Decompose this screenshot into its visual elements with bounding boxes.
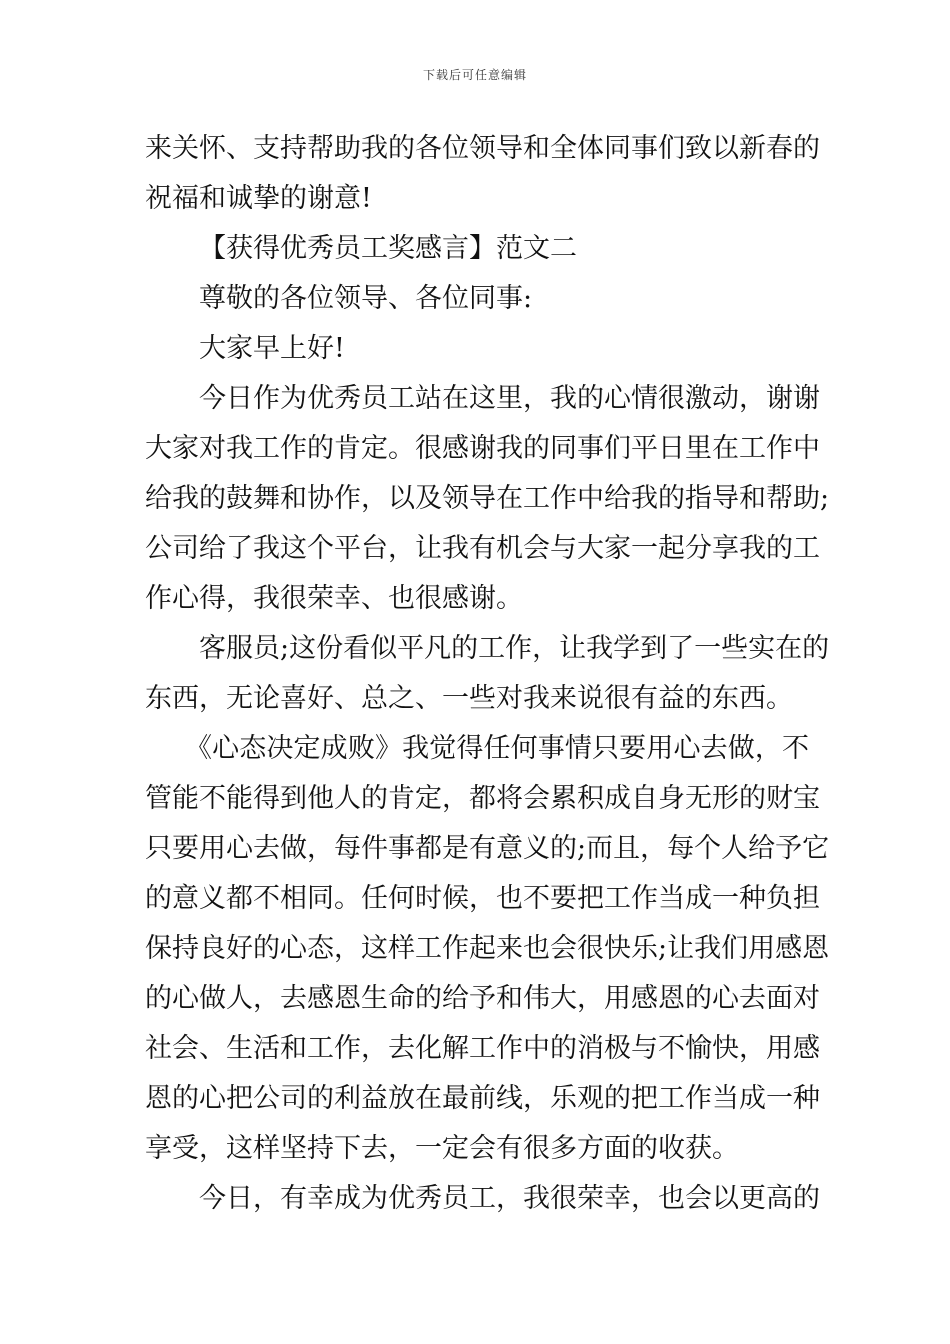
- text-line: 大家早上好!: [199, 333, 345, 364]
- text-line: 《心态决定成败》我觉得任何事情只要用心去做，不: [185, 733, 809, 764]
- text-line: 客服员;这份看似平凡的工作，让我学到了一些实在的: [199, 633, 830, 664]
- text-line: 大家对我工作的肯定。很感谢我的同事们平日里在工作中: [145, 433, 820, 464]
- text-line: 来关怀、支持帮助我的各位领导和全体同事们致以新春的: [145, 133, 820, 164]
- text-line: 享受，这样坚持下去，一定会有很多方面的收获。: [145, 1133, 739, 1164]
- text-line: 东西，无论喜好、总之、一些对我来说很有益的东西。: [145, 683, 793, 714]
- text-line: 的意义都不相同。任何时候，也不要把工作当成一种负担: [145, 883, 820, 914]
- text-line: 尊敬的各位领导、各位同事:: [199, 283, 533, 314]
- text-line: 【获得优秀员工奖感言】范文二: [199, 233, 577, 264]
- body-text: [145, 124, 830, 1224]
- text-line: 作心得，我很荣幸、也很感谢。: [145, 583, 523, 614]
- text-line: 恩的心把公司的利益放在最前线，乐观的把工作当成一种: [145, 1083, 820, 1114]
- text-line: 保持良好的心态，这样工作起来也会很快乐;让我们用感恩: [145, 933, 830, 964]
- text-line: 今日，有幸成为优秀员工，我很荣幸，也会以更高的: [199, 1183, 820, 1214]
- text-line: 社会、生活和工作，去化解工作中的消极与不愉快，用感: [145, 1033, 820, 1064]
- text-line: 给我的鼓舞和协作，以及领导在工作中给我的指导和帮助;: [145, 483, 830, 514]
- text-line: 今日作为优秀员工站在这里，我的心情很激动，谢谢: [199, 383, 820, 414]
- header-note: 下载后可任意编辑: [422, 68, 527, 82]
- text-line: 祝福和诚挚的谢意!: [145, 183, 372, 214]
- text-line: 只要用心去做，每件事都是有意义的;而且，每个人给予它: [145, 833, 830, 864]
- text-line: 公司给了我这个平台，让我有机会与大家一起分享我的工: [145, 533, 820, 564]
- text-line: 管能不能得到他人的肯定，都将会累积成自身无形的财宝: [145, 783, 820, 814]
- text-line: 的心做人，去感恩生命的给予和伟大，用感恩的心去面对: [145, 983, 820, 1014]
